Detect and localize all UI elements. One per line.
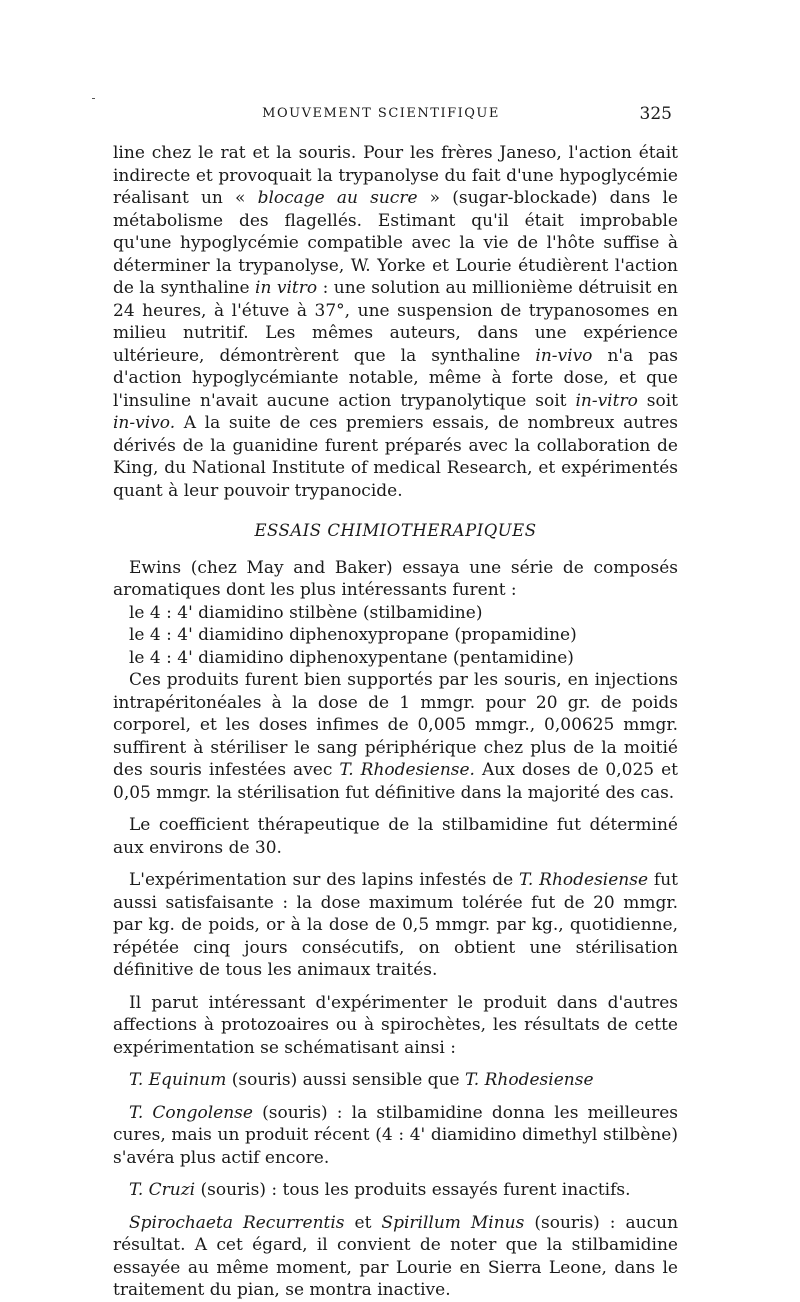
species-name: T. Rhodesiense. (339, 760, 475, 780)
coefficient-paragraph: Le coefficient thérapeutique de la stilbamidine fut déterminé aux environs de 30. (113, 815, 678, 858)
compound-item: le 4 : 4' diamidino diphenoxypropane (propamidine) (129, 625, 577, 645)
term-in-vivo: in-vivo. (113, 413, 176, 433)
result-equinum: T. Equinum (souris) aussi sensible que T. Rhodesiense (129, 1070, 594, 1090)
margin-speck-mark (92, 98, 95, 99)
species-name: T. Cruzi (129, 1180, 196, 1200)
page-header (90, 104, 672, 124)
term-in-vitro: in-vitro (575, 390, 638, 411)
ewins-paragraph: Ewins (chez May and Baker) essaya une série de composés aromatiques dont les plus intéressants furent : (113, 557, 678, 600)
species-name: T. Rhodesiense (464, 1070, 594, 1090)
running-head: MOUVEMENT SCIENTIFIQUE (262, 106, 500, 121)
compound-item: le 4 : 4' diamidino stilbène (stilbamidine) (129, 602, 483, 623)
species-name: Spirochaeta Recurrentis (129, 1212, 345, 1233)
page-number: 325 (639, 104, 672, 124)
result-spirochaeta: Spirochaeta Recurrentis et Spirillum Minus (souris) : aucun résultat. A cet égard, il convient de noter que la stilbamidine essayée au même moment, par Lourie en Sierra Leone, dans le traitement du pian, se montra inactive. (113, 1212, 679, 1300)
species-name: T. Equinum (129, 1070, 227, 1090)
body-text (113, 142, 678, 1302)
affections-paragraph: Il parut intéressant d'expérimenter le produit dans d'autres affections à protozoaires ou à spirochètes, les résultats de cette expérimentation se schématisant ainsi : (113, 992, 678, 1058)
compound-list (113, 602, 678, 670)
term-in-vivo: in-vivo (535, 345, 593, 366)
result-cruzi: T. Cruzi (souris) : tous les produits essayés furent inactifs. (129, 1180, 631, 1200)
species-name: Spirillum Minus (381, 1212, 525, 1233)
species-name: T. Congolense (129, 1102, 253, 1123)
compound-item: le 4 : 4' diamidino diphenoxypentane (pentamidine) (129, 647, 574, 668)
lapins-paragraph: L'expérimentation sur des lapins infestés de T. Rhodesiense fut aussi satisfaisante : la dose maximum tolérée fut de 20 mmgr. par kg. de poids, or à la dose de 0,5 mmgr. par kg., quotidienne, répétée cinq jours consécutifs, on obtient une stérilisation définitive de tous les animaux traités. (113, 870, 679, 980)
produits-paragraph: Ces produits furent bien supportés par les souris, en injections intrapéritonéales à la dose de 1 mmgr. pour 20 gr. de poids corporel, et les doses infimes de 0,005 mmgr., 0,00625 mmgr. suffirent à stériliser le sang périphérique chez plus de la moitié des souris infestées avec T. Rhodesiense. Aux doses de 0,025 et 0,05 mmgr. la stérilisation fut définitive dans la majorité des cas. (113, 670, 679, 803)
intro-paragraph: line chez le rat et la souris. Pour les frères Janeso, l'action était indirecte et provoquait la trypanolyse du fait d'une hypoglycémie réalisant un « blocage au sucre » (sugar-blockade) dans le métabolisme des flagellés. Estimant qu'il était improbable qu'une hypoglycémie compatible avec la vie de l'hôte suffise à déterminer la trypanolyse, W. Yorke et Lourie étudièrent l'action de la synthaline in vitro : une solution au millionième détruisit en 24 heures, à l'étuve à 37°, une suspension de trypanosomes en milieu nutritif. Les mêmes auteurs, dans une expérience ultérieure, démontrèrent que la synthaline in-vivo n'a pas d'action hypoglycémiante notable, même à forte dose, et que l'insuline n'avait aucune action trypanolytique soit in-vitro soit in-vivo. A la suite de ces premiers essais, de nombreux autres dérivés de la guanidine furent préparés avec la collaboration de King, du National Institute of medical Research, et expérimentés quant à leur pouvoir trypanocide. (113, 143, 678, 501)
species-name: T. Rhodesiense (519, 870, 649, 890)
term-in-vitro: in vitro (255, 278, 318, 298)
section-heading: ESSAIS CHIMIOTHERAPIQUES (254, 521, 537, 540)
term-blocage: blocage au sucre (257, 188, 418, 208)
result-congolense: T. Congolense (souris) : la stilbamidine donna les meilleures cures, mais un produit récent (4 : 4' diamidino dimethyl stilbène) s'avéra plus actif encore. (113, 1102, 679, 1168)
